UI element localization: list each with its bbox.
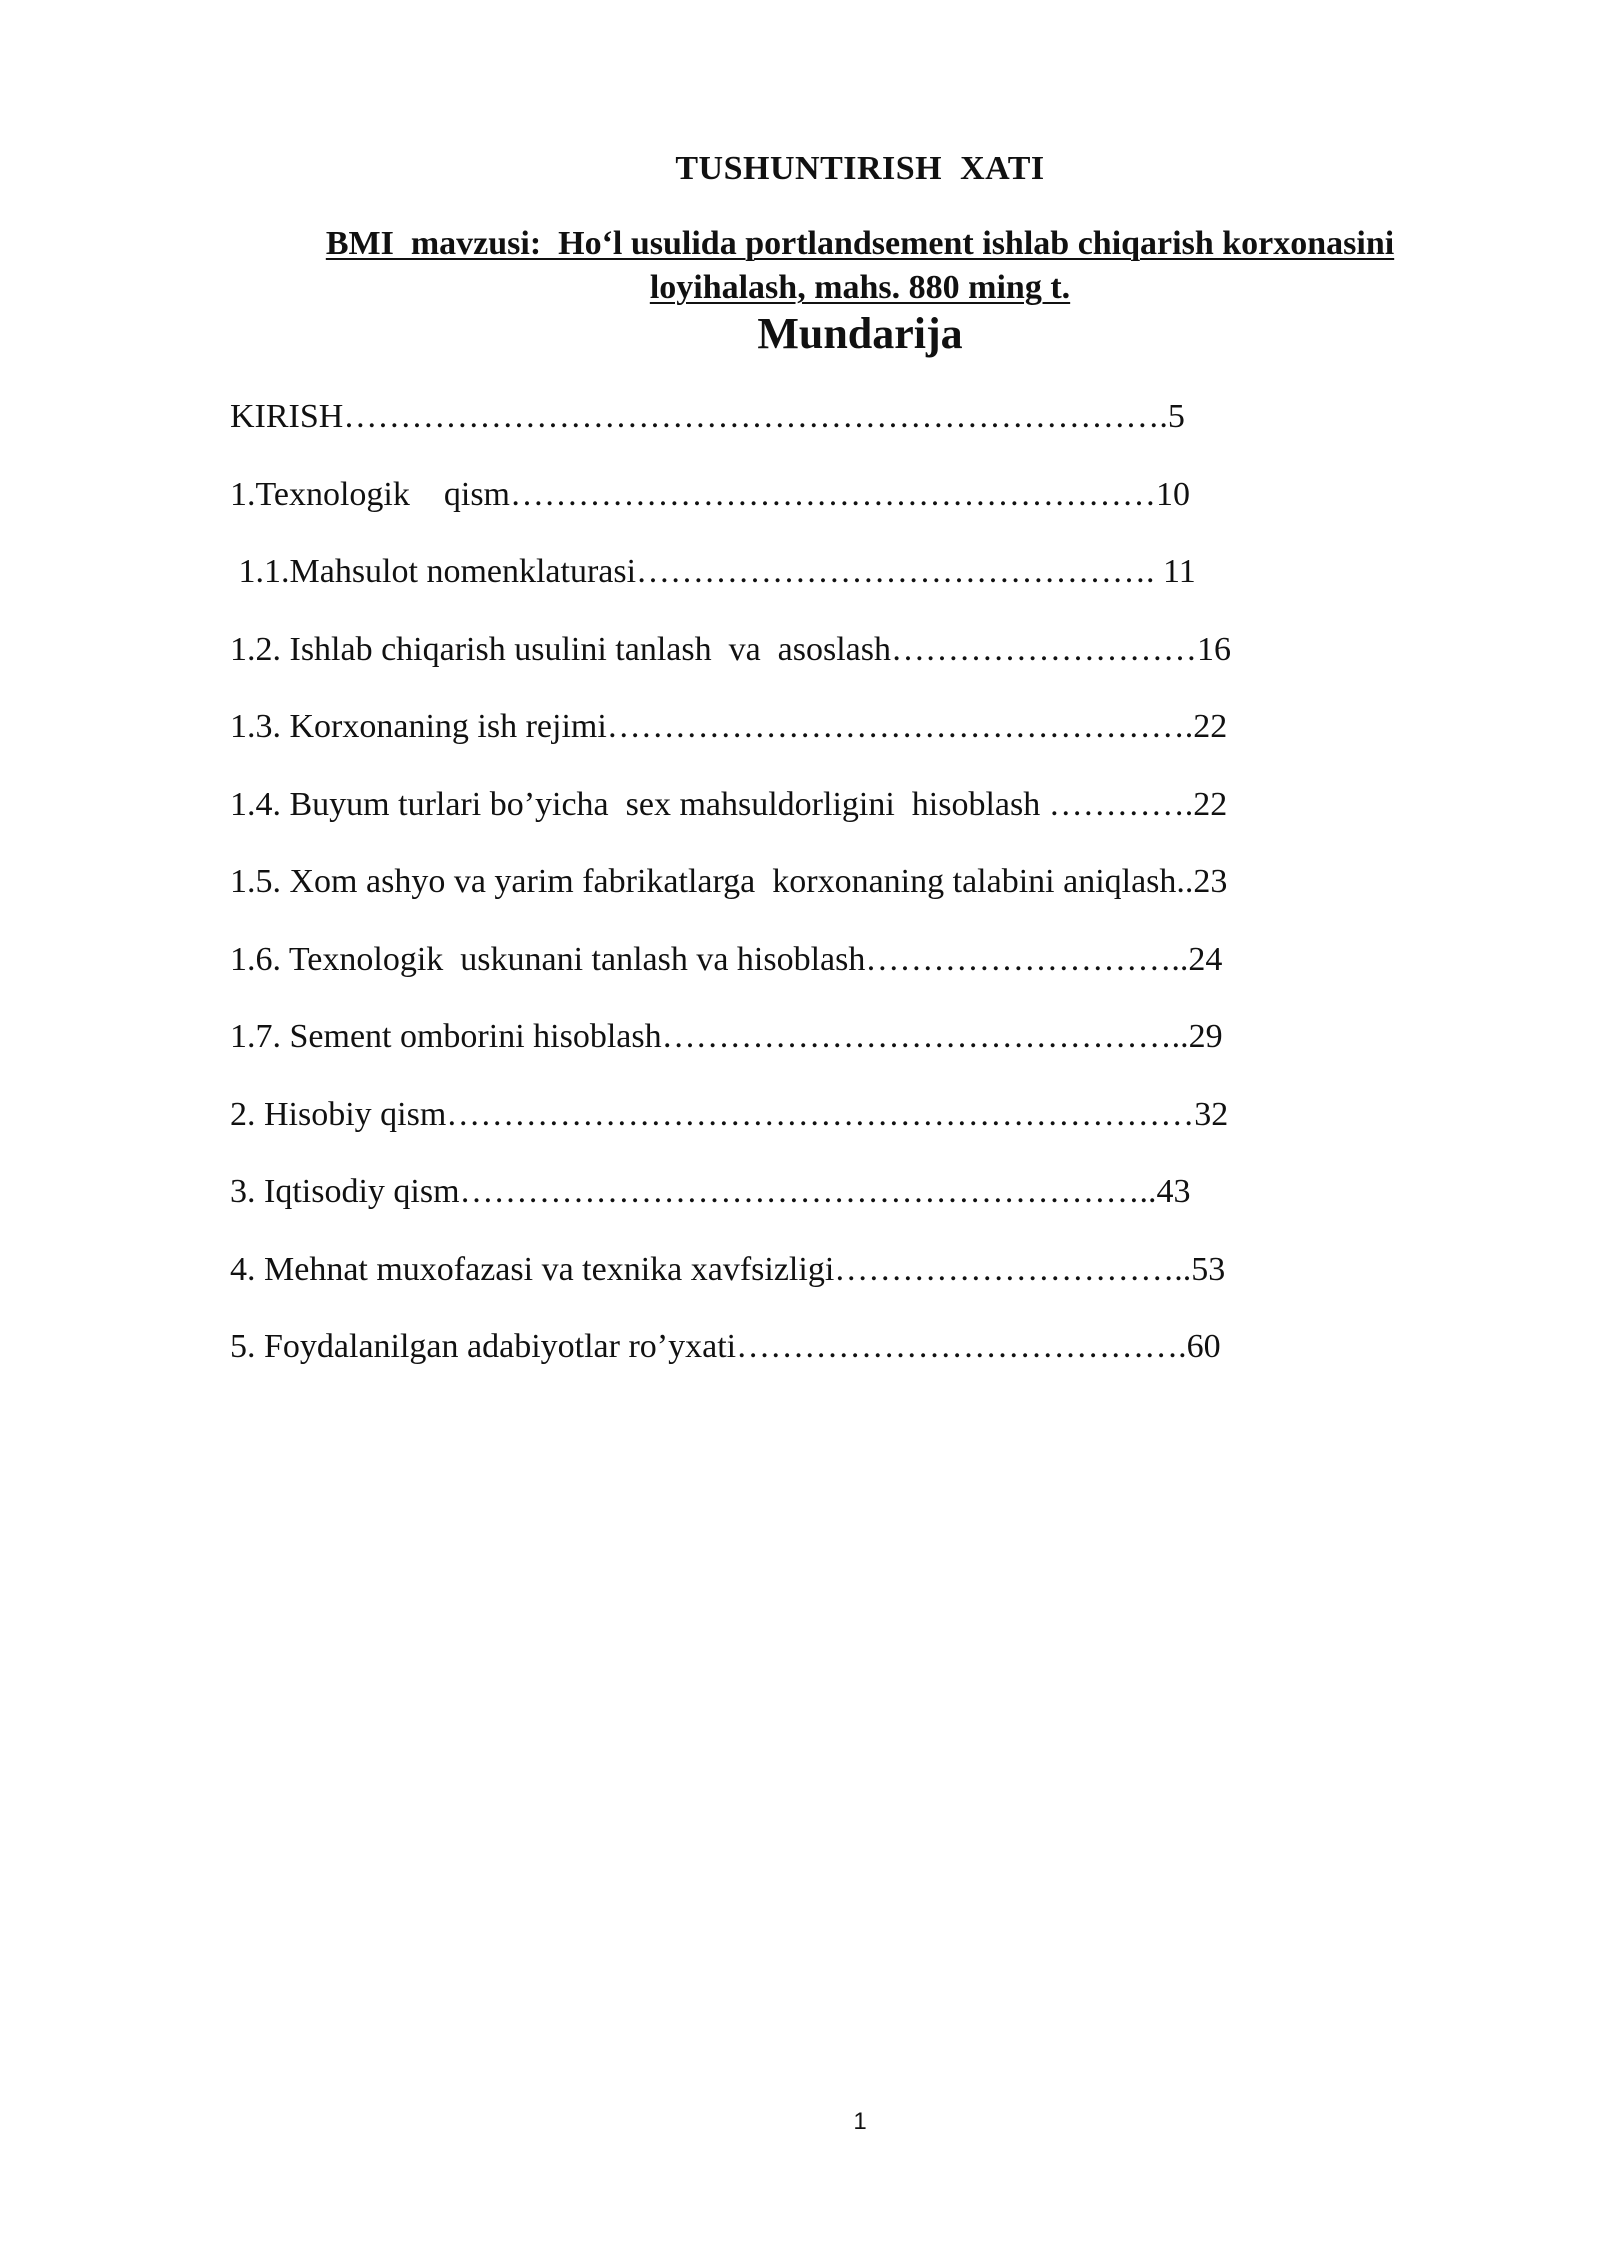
toc-entry-labor-safety: 4. Mehnat muxofazasi va texnika xavfsizligi…………………………..53: [230, 1250, 1226, 1288]
toc-entry-workshop-productivity: 1.4. Buyum turlari bo’yicha sex mahsuldorligini hisoblash ………….22: [230, 785, 1228, 823]
project-subject-line-1: BMI mavzusi: Ho‘l usulida portlandsement ishlab chiqarish korxonasini: [325, 225, 1395, 262]
toc-entry-production-method: 1.2. Ishlab chiqarish usulini tanlash va asoslash………………………16: [230, 630, 1232, 668]
toc-entry-references: 5. Foydalanilgan adabiyotlar ro’yxati………………………………….60: [230, 1328, 1221, 1365]
toc-entry-technological-part: 1.Texnologik qism…………………………………………………10: [230, 475, 1191, 513]
toc-entry-economic-part: 3. Iqtisodiy qism……………………………………………………..43: [230, 1173, 1191, 1210]
project-subject: [250, 222, 1470, 310]
toc-entry-product-nomenclature: 1.1.Mahsulot nomenklaturasi………………………………………. 11: [230, 553, 1196, 590]
toc-entry-cement-warehouse: 1.7. Sement omborini hisoblash………………………………………..29: [230, 1018, 1223, 1055]
page-number: 1: [853, 2108, 867, 2135]
toc-entry-introduction: KIRISH……………………………………………………………….5: [230, 398, 1185, 435]
document-title: TUSHUNTIRISH XATI: [675, 150, 1045, 187]
table-of-contents: [230, 392, 1370, 1400]
project-subject-line-2: loyihalash, mahs. 880 ming t.: [649, 269, 1071, 306]
toc-entry-raw-material-demand: 1.5. Xom ashyo va yarim fabrikatlarga korxonaning talabini aniqlash..23: [230, 863, 1228, 900]
toc-entry-work-regime: 1.3. Korxonaning ish rejimi…………………………………………….22: [230, 708, 1228, 745]
table-of-contents-heading: Mundarija: [757, 309, 963, 358]
toc-entry-equipment-selection: 1.6. Texnologik uskunani tanlash va hisoblash………………………..24: [230, 940, 1223, 978]
toc-entry-calculation-part: 2. Hisobiy qism…………………………………………………………32: [230, 1095, 1229, 1133]
